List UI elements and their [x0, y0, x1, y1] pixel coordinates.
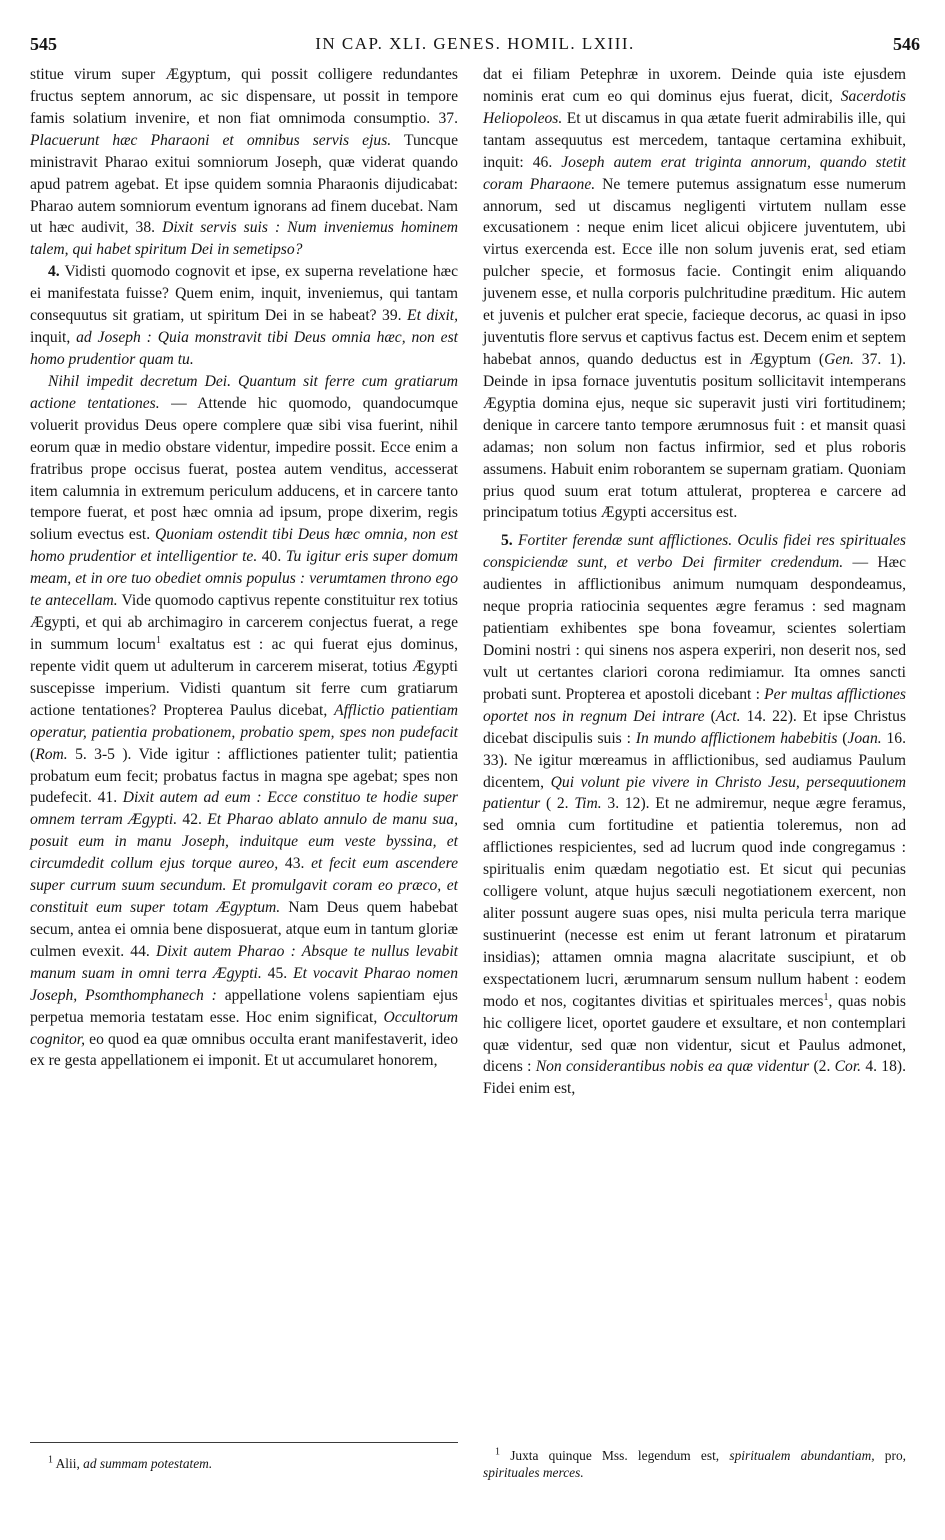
- footnote-right: [483, 1447, 906, 1481]
- italic-text: Sacerdotis Heliopoleos.: [483, 87, 906, 127]
- text-run: Et ut discamus in qua ætate fuerit admirabilis ille, qui tantam assequutus est mercedem, tantaque certamina exhibuit, inquit: 46.: [483, 109, 906, 171]
- footnote-marker: 1: [495, 1446, 500, 1458]
- italic-text: Dixit autem Pharao : Absque te nullus levabit manum suam in omni terra Ægypti.: [30, 942, 458, 982]
- italic-text: et fecit eum ascendere super currum suum secundum. Et promulgavit coram eo præco, et constituit eum super totam Ægyptum.: [30, 855, 458, 917]
- italic-text: Qui volunt pie vivere in Christo Jesu, persequutionem patientur: [483, 773, 907, 813]
- text-run: — Attende hic quomodo, quandocumque voluerit providus Deus opere complere quæ sibi visa fuerint, nihil eorum quæ in medio obstare videntur, impedire possit. Ecce enim a fratribus prope occisus fuerat, postea autem venditus, accesserat item calumnia in extremum periculum adducens, et in carcere tanto tempore fuerat, et post hæc omnia ad ipsum, prope dixerim, regis solium evectus est.: [30, 394, 459, 544]
- italic-text: Joan.: [847, 729, 882, 747]
- page-number-right: 546: [893, 34, 920, 54]
- italic-text: Cor.: [834, 1058, 862, 1076]
- text-run: — Hæc audientes in afflictionibus animum numquam despondeamus, neque propria ratiocinia sequentes ægre feramus : sed magnam patientiam exhibentes spe bona foveamur, scientes solertiam Domini nostri : qui sinens nos aspera experiri, non deserit nos, sed vult ut certantes clariori corona redimiamur. Ita omnes sancti probati sunt. Propterea et apostoli dicebant :: [483, 554, 906, 703]
- italic-text: Dixit servis suis : Num inveniemus hominem talem, qui habet spiritum Dei in semetipso?: [30, 219, 459, 259]
- section-number: 5.: [501, 532, 513, 550]
- text-run: 5. 3-5 ). Vide igitur : afflictiones patienter tulit; patientia probatum eum fecit; probatus factus in magna spe agebat; spes non pudefecit. 41.: [30, 745, 458, 807]
- italic-text: Placuerunt hæc Pharaoni et omnibus servis ejus.: [30, 131, 392, 149]
- text-run: Vidisti quomodo cognovit et ipse, ex superna revelatione hæc ei manifestata fuisse? Quem enim, inquit, inveniemus, qui tantam consequutus sit gratiam, ut spiritum Dei in se habeat? 39.: [30, 263, 458, 325]
- text-run: 3. 12). Et ne admiremur, neque ægre feramus, sed omnia cum fortitudine et patientia toleremus, non ad afflictiones respicientes, sed ad lucrum quod inde congregamus : spiritualis enim quædam negotiatio est. Et sicut qui pecunias colligere volunt, atque hujus sæculi negotiationem exercent, non aliter possunt augere suas opes, nisi multa pericula terra marique sustinuerint (necesse est enim ut ferant latronum et piratarum insidias); attamen omnia magna alacritate suscipiunt, et ob exspectationem lucri, ærumnarum sensum nullum habent : eodem modo et nos, cogitantes divitias et spirituales merces: [483, 795, 906, 1010]
- text-run: Vide quomodo captivus repente constituitur rex totius Ægypti, et qui ab archimagiro in carcerem conjectus fuerat, a rege in summum locum: [30, 592, 458, 653]
- italic-text: Et dixit,: [407, 307, 459, 325]
- italic-text: ad Joseph : Quia monstravit tibi Deus omnia hæc, non est homo prudentior quam tu.: [30, 329, 458, 368]
- italic-text: Occultorum cognitor,: [30, 1008, 458, 1048]
- italic-text: spiritualem abundantiam,: [729, 1448, 875, 1463]
- text-run: dat ei filiam Petephræ in uxorem. Deinde quia iste ejusdem nominis erat cum eo qui dominus ejus fuerat, dicit,: [483, 66, 906, 105]
- footnote-left: [48, 1455, 458, 1472]
- text-run: Tuncque ministravit Pharao exitui somniorum Joseph, quæ viderat quando apud patrem agebat. Et ipse quidem somnia Pharaonis dijudicabat: Pharao autem somniorum eventum ignorans ad finem ducebat. Nam ut hæc audivit, 38.: [30, 131, 458, 237]
- text-run: pro,: [874, 1448, 906, 1463]
- text-run: stitue virum super Ægyptum, qui possit colligere redundantes fructus septem annorum, ac sic dispensare, ut possit in tempore famis solatium invenire, et non fiat omnimoda consumptio. 37.: [30, 66, 458, 127]
- italic-text: Fortiter ferendæ sunt afflictiones. Oculis fidei res spirituales conspiciendæ sunt, et verbo Dei firmiter credendum.: [483, 532, 906, 572]
- text-run: ( 2.: [540, 795, 575, 813]
- italic-text: Gen.: [824, 350, 854, 368]
- footnote-marker: 1: [155, 634, 161, 646]
- italic-text: Per multas afflictiones oportet nos in regnum Dei intrare: [483, 685, 906, 725]
- italic-text: Non considerantibus nobis ea quæ videntur: [535, 1058, 810, 1076]
- italic-text: Et vocavit Pharao nomen Joseph, Psomthomphanech :: [30, 964, 459, 1004]
- italic-text: ad summam potestatem.: [83, 1456, 213, 1471]
- text-run: 42.: [177, 811, 208, 829]
- text-run: exaltatus est : ac qui fuerat ejus dominus, repente vidit quem ut adulterum in carcerem miserat, totius Ægypti suscepisse imperium. Vidisti quantum sit ferre cum gratiarum actione tentationes? Propterea Paulus dicebat,: [30, 635, 458, 719]
- text-run: inquit,: [30, 329, 77, 347]
- running-header: [30, 34, 920, 60]
- section-number: 4.: [48, 263, 60, 281]
- text-run: 40.: [257, 548, 286, 566]
- italic-text: Dixit autem ad eum : Ecce constituo te hodie super omnem terram Ægypti.: [30, 789, 459, 829]
- italic-text: Nihil impedit decretum Dei. Quantum sit ferre cum gratiarum actione tentationes.: [30, 372, 458, 412]
- italic-text: Tu igitur eris super domum meam, et in ore tuo obediet omnis populus : verumtamen throno ego te antecellam.: [30, 548, 458, 610]
- text-run: 37. 1). Deinde in ipsa fornace juventutis positum sollicitavit intemperans Ægyptia domina ejus, neque sic superavit justi viri fortitudinem; denique in carcere tanto tempore ærumnosus fuit : et mansit quasi adamas; non solum non factus infirmior, sed et plus roboris assumens. Habuit enim roborantem se supernam gratiam. Quoniam prius quod suum erat totum attulerat, propterea e carcere ad principatum totius Ægypti accersitus est.: [483, 350, 906, 522]
- italic-text: Act.: [715, 707, 741, 725]
- text-run: (2.: [809, 1058, 835, 1076]
- paragraph: [30, 371, 458, 1073]
- text-run: (: [30, 745, 36, 763]
- text-run: appellatione volens sapientiam ejus perpetua memoria testatam esse. Hoc enim significat,: [30, 986, 458, 1026]
- text-run: (: [837, 729, 848, 747]
- text-run: Juxta quinque Mss. legendum est,: [500, 1448, 730, 1463]
- italic-text: spirituales merces.: [483, 1465, 584, 1480]
- footnote-marker: 1: [823, 991, 829, 1003]
- italic-text: Rom.: [35, 745, 68, 763]
- text-run: 16. 33). Ne igitur mœreamus in afflictionibus, sed audiamus Paulum dicentem,: [483, 729, 907, 791]
- italic-text: Tim.: [574, 795, 602, 813]
- paragraph: [30, 64, 458, 261]
- text-run: 14. 22). Et ipse Christus dicebat discipulis suis :: [483, 707, 907, 747]
- paragraph: [483, 530, 906, 1100]
- running-title: IN CAP. XLI. GENES. HOMIL. LXIII.: [315, 34, 635, 53]
- italic-text: Joseph autem erat triginta annorum, quando stetit coram Pharaone.: [483, 153, 906, 193]
- right-text-column: [483, 64, 906, 1100]
- text-run: , quas nobis hic colligere licet, oportet gaudere et exsultare, et non contemplari quæ videntur, sed quæ non videntur, sicut et Paulus admonet, dicens :: [483, 992, 907, 1076]
- italic-text: In mundo afflictionem habebitis: [635, 729, 838, 747]
- page-number-left: 545: [30, 34, 57, 54]
- italic-text: Afflictio patientiam operatur, patientia probationem, probatio spem, spes non pudefacit: [30, 701, 458, 741]
- text-run: Nam Deus quem habebat secum, antea ei omnia bene disposuerat, atque eum in tantum gloriæ culmen evexit. 44.: [30, 899, 458, 960]
- text-run: 43.: [278, 855, 312, 873]
- paragraph: [483, 64, 906, 524]
- footnote-separator: [30, 1442, 458, 1443]
- text-run: (: [704, 707, 716, 725]
- footnote-marker: 1: [48, 1454, 53, 1466]
- paragraph: [30, 261, 458, 371]
- italic-text: Quoniam ostendit tibi Deus hæc omnia, non est homo prudentior et intelligentior te.: [30, 526, 458, 566]
- left-text-column: [30, 64, 458, 1072]
- text-run: Alii,: [53, 1456, 84, 1471]
- text-run: eo quod ea quæ omnibus occulta erant manifestaverit, ideo ex re gesta appellationem ei imponit. Et ut accumularet honorem,: [30, 1030, 458, 1070]
- text-run: 45.: [261, 964, 294, 982]
- text-run: Ne temere putemus assignatum esse numerum annorum, sed ut discamus negligenti virtutem nullam esse excusationem : neque enim licet alicui objicere juventutem, ubi virtus exercenda est. Ecce ille non solum juvenis erat, sed etiam pulcher specie, et formosus facie. Contingit enim aliquando juvenem esse, et nulla corporis pulchritudine præditum. Hic autem et juvenis et pulcher erat specie, facieque decorus, ac quasi in ipso juventutis flore servus et captivus factus est. Decem enim et septem habebat annos, quando deductus est in Ægyptum (: [483, 175, 906, 368]
- italic-text: Et Pharao ablato annulo de manu sua, posuit eum in manu Joseph, induitque eum veste byssina, et circumdedit collum ejus torque aureo,: [30, 811, 458, 873]
- text-run: 4. 18). Fidei enim est,: [483, 1058, 906, 1098]
